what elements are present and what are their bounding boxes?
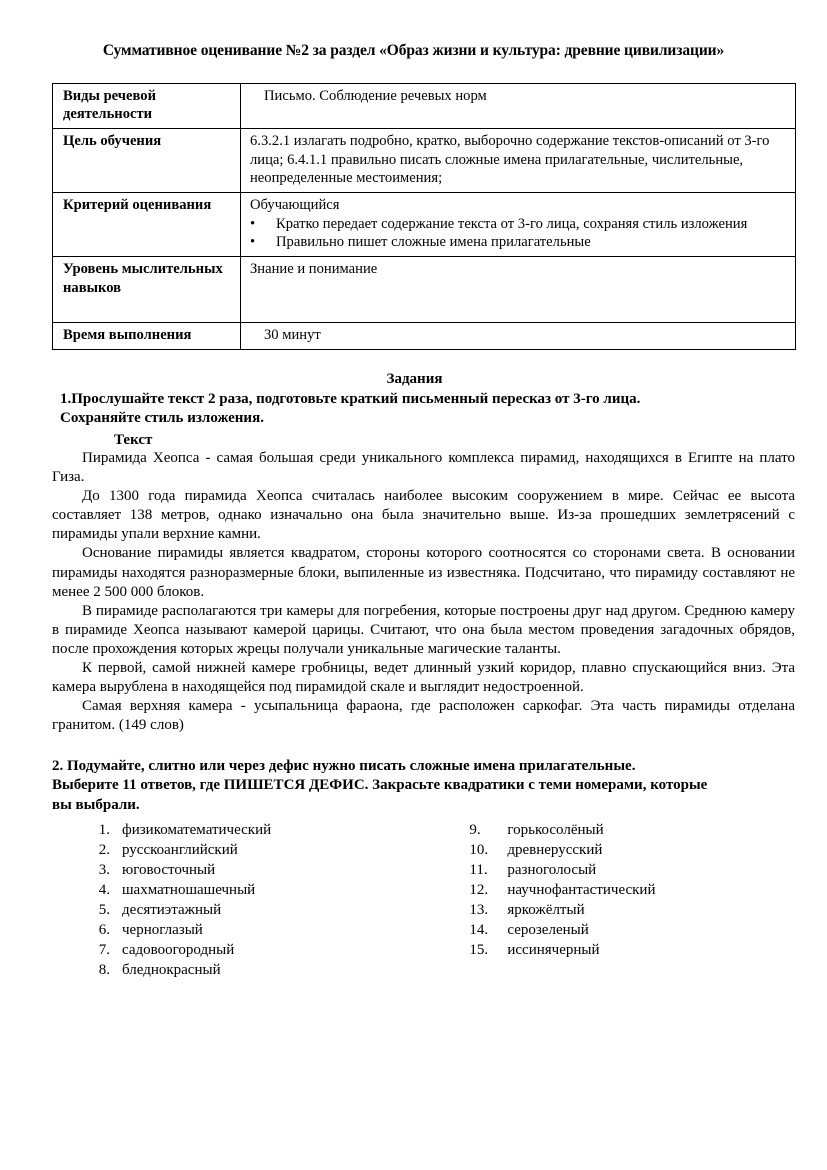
assessment-info-table (52, 83, 796, 350)
list-item-word: серозеленый (507, 922, 589, 939)
row-value-thinking-skills-level: Знание и понимание (241, 256, 796, 322)
list-item-number: 9. (469, 822, 481, 839)
text-paragraph: Основание пирамиды является квадратом, стороны которого соотносятся со сторонами света. В основании пирамиды находятся разноразмерные блоки, выпиленные из известняка. Подсчитано, что пирамиду составляют не менее 2 500 000 блоков. (52, 545, 795, 600)
list-item-number: 7. (98, 942, 110, 959)
table-row (53, 322, 796, 349)
page-title: Суммативное оценивание №2 за раздел «Образ жизни и культура: древние цивилизации» (102, 42, 725, 59)
assessment-info-table-container (0, 83, 827, 350)
row-value-text: Письмо. Соблюдение речевых норм (264, 87, 487, 104)
task1-instruction-line-1: 1.Прослушайте текст 2 раза, подготовьте краткий письменный пересказ от 3-го лица. (60, 390, 641, 407)
table-row (53, 128, 796, 192)
list-item-word: юговосточный (122, 862, 216, 879)
list-item[interactable] (76, 921, 466, 941)
row-value-text: 30 минут (264, 326, 321, 343)
task2-instruction-line-2: Выберите 11 ответов, где ПИШЕТСЯ ДЕФИС. Закрасьте квадратики с теми номерами, которые (52, 777, 708, 794)
text-paragraph: Пирамида Хеопса - самая большая среди уникального комплекса пирамид, находящихся в Египте на плато Гиза. (52, 450, 795, 486)
list-item-word: иссинячерный (507, 942, 600, 959)
list-item[interactable] (76, 961, 466, 981)
word-list-left-column (76, 821, 466, 981)
list-item-word: разноголосый (507, 862, 597, 879)
row-label-thinking-skills-level: Уровень мыслительных навыков (53, 256, 241, 322)
list-item[interactable] (76, 901, 466, 921)
row-value-speech-activity (241, 83, 796, 128)
task2-instruction (52, 757, 795, 816)
task2-instruction-line-1: 2. Подумайте, слитно или через дефис нужно писать сложные имена прилагательные. (52, 757, 636, 774)
list-item[interactable] (466, 901, 795, 921)
list-item-word: научнофантастический (507, 882, 656, 899)
list-item[interactable] (466, 861, 795, 881)
list-item[interactable] (76, 941, 466, 961)
list-item-word: десятиэтажный (122, 902, 222, 919)
objective-line-1: 6.3.2.1 излагать подробно, кратко, выборочно содержание текстов-описаний от 3-го лица; (250, 132, 770, 168)
criteria-bullet-1 (250, 215, 790, 234)
tasks-section (0, 370, 827, 981)
table-row (53, 192, 796, 256)
text-paragraph: К первой, самой нижней камере гробницы, ведет длинный узкий коридор, плавно спускающийся вниз. Эта камера вырублена в находящейся под пирамидой скале и выглядит недостроенной. (52, 659, 795, 695)
text-paragraph: До 1300 года пирамида Хеопса считалась наиболее высоким сооружением в мире. Сейчас ее высота составляет 138 метров, однако изначально она была значительно выше. Из-за прошедших землетрясений с пирамиды упали верхние камни. (52, 488, 795, 543)
list-item-number: 6. (98, 922, 110, 939)
list-item-number: 12. (469, 882, 489, 899)
list-item-number: 3. (98, 862, 110, 879)
task1-instruction-line-2: Сохраняйте стиль изложения. (60, 410, 264, 427)
list-item[interactable] (76, 861, 466, 881)
list-item-number: 1. (98, 822, 110, 839)
list-item-word: древнерусский (507, 842, 603, 859)
list-item[interactable] (466, 821, 795, 841)
list-item-word: бледнокрасный (122, 962, 221, 978)
list-item-number: 13. (469, 902, 489, 919)
list-item-number: 4. (98, 882, 110, 899)
text-paragraph: В пирамиде располагаются три камеры для погребения, которые построены друг над другом. Среднюю камеру в пирамиде Хеопса называют камерой царицы. Считают, что она была местом проведения загадочных обрядов, после прохождения которых жрецы получали уникальные магические таланты. (52, 602, 795, 657)
criteria-intro: Обучающийся (250, 196, 340, 213)
adjective-word-list (52, 821, 795, 981)
list-item-word: физикоматематический (122, 822, 272, 839)
list-item-word: черноглазый (122, 922, 203, 939)
objective-line-2: 6.4.1.1 правильно писать сложные имена прилагательные, числительные, неопределенные местоимения; (250, 151, 744, 187)
row-label-learning-objective: Цель обучения (53, 128, 241, 192)
list-item-word: русскоанглийский (122, 842, 238, 859)
criteria-bullet-2-text: Правильно пишет сложные имена прилагательные (276, 234, 591, 251)
criteria-bullet-2 (250, 233, 790, 252)
list-item[interactable] (76, 881, 466, 901)
task1-instruction (52, 390, 795, 429)
list-item-number: 11. (469, 862, 488, 879)
list-item[interactable] (76, 821, 466, 841)
task2-instruction-line-3: вы выбрали. (52, 796, 140, 813)
word-list-right-column (466, 821, 795, 981)
list-item-number: 2. (98, 842, 110, 859)
list-item[interactable] (466, 941, 795, 961)
row-label-time: Время выполнения (53, 322, 241, 349)
table-row (53, 83, 796, 128)
list-item-number: 10. (469, 842, 489, 859)
list-item[interactable] (466, 921, 795, 941)
list-item-word: горькосолёный (507, 822, 604, 839)
list-item-word: шахматношашечный (122, 882, 256, 899)
list-item[interactable] (466, 881, 795, 901)
row-value-time (241, 322, 796, 349)
tasks-heading: Задания (386, 370, 443, 387)
list-item-number: 8. (98, 962, 110, 978)
list-item-number: 15. (469, 942, 489, 959)
row-value-assessment-criteria (241, 192, 796, 256)
table-row (53, 256, 796, 322)
text-paragraph: Самая верхняя камера - усыпальница фараона, где расположен саркофаг. Эта часть пирамиды отделана гранитом. (149 слов) (52, 697, 795, 733)
list-item-word: садовоогородный (122, 942, 235, 959)
list-item-word: яркожёлтый (507, 902, 585, 919)
criteria-bullet-1-text: Кратко передает содержание текста от 3-го лица, сохраняя стиль изложения (276, 215, 748, 232)
list-item[interactable] (76, 841, 466, 861)
bullet-dot-icon (250, 215, 276, 234)
list-item-number: 5. (98, 902, 110, 919)
text-label: Текст (114, 431, 153, 448)
list-item-number: 14. (469, 922, 489, 939)
row-label-speech-activity: Виды речевой деятельности (53, 83, 241, 128)
row-value-learning-objective (241, 128, 796, 192)
list-item[interactable] (466, 841, 795, 861)
bullet-dot-icon (250, 233, 276, 252)
row-label-assessment-criteria: Критерий оценивания (53, 192, 241, 256)
